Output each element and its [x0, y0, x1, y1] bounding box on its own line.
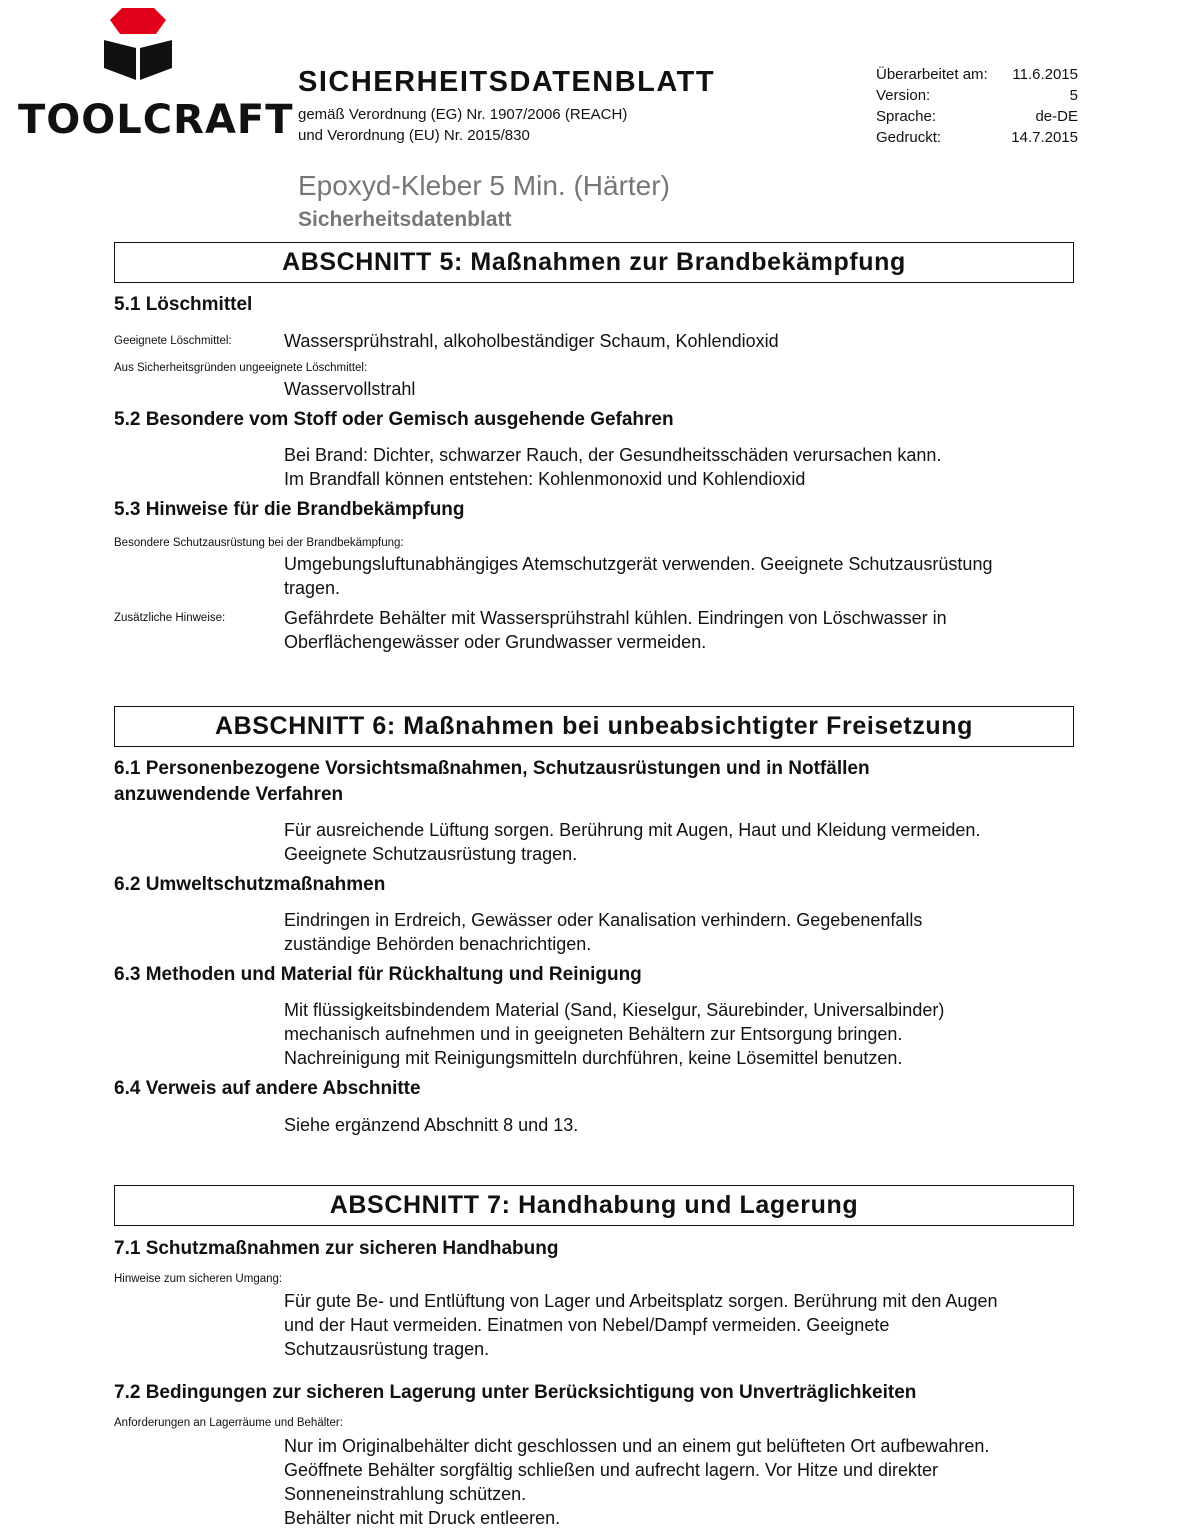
- paragraph-line: und der Haut vermeiden. Einatmen von Nebel/Dampf vermeiden. Geeignete: [284, 1315, 890, 1335]
- meta-value-printed: 14.7.2015: [1011, 129, 1078, 146]
- paragraph-line: Geöffnete Behälter sorgfältig schließen und aufrecht lagern. Vor Hitze und direkter: [284, 1460, 939, 1480]
- paragraph-line: Behälter nicht mit Druck entleeren.: [284, 1508, 561, 1528]
- paragraph-line: Siehe ergänzend Abschnitt 8 und 13.: [284, 1115, 579, 1135]
- label-suitable-extinguishing: Geeignete Löschmittel:: [114, 335, 232, 347]
- meta-label-printed: Gedruckt:: [876, 129, 942, 146]
- paragraph-line: Bei Brand: Dichter, schwarzer Rauch, der Gesundheitsschäden verursachen kann.: [284, 445, 942, 465]
- meta-value-language: de-DE: [1035, 108, 1078, 125]
- subsection-5-2-heading: 5.2 Besondere vom Stoff oder Gemisch ausgehende Gefahren: [114, 409, 674, 430]
- subsection-7-2-heading: 7.2 Bedingungen zur sicheren Lagerung unter Berücksichtigung von Unverträglichkeiten: [114, 1382, 917, 1403]
- section-5-title: ABSCHNITT 5: Maßnahmen zur Brandbekämpfung: [114, 242, 1074, 283]
- paragraph-line: zuständige Behörden benachrichtigen.: [284, 934, 592, 954]
- paragraph-line: Für ausreichende Lüftung sorgen. Berührung mit Augen, Haut und Kleidung vermeiden.: [284, 820, 981, 840]
- paragraph-line: Eindringen in Erdreich, Gewässer oder Kanalisation verhindern. Gegebenenfalls: [284, 910, 923, 930]
- section-7-title: ABSCHNITT 7: Handhabung und Lagerung: [114, 1185, 1074, 1226]
- paragraph-line: Im Brandfall können entstehen: Kohlenmonoxid und Kohlendioxid: [284, 469, 806, 489]
- label-additional-notes: Zusätzliche Hinweise:: [114, 612, 226, 624]
- meta-value-version: 5: [1069, 87, 1078, 104]
- meta-label-revised: Überarbeitet am:: [876, 66, 988, 83]
- toolcraft-logo-icon: [100, 8, 176, 80]
- section-6-title: ABSCHNITT 6: Maßnahmen bei unbeabsichtigter Freisetzung: [114, 706, 1074, 747]
- subsection-6-4-heading: 6.4 Verweis auf andere Abschnitte: [114, 1078, 421, 1099]
- meta-label-version: Version:: [876, 87, 931, 104]
- subsection-6-1-heading-cont: anzuwendende Verfahren: [114, 784, 344, 805]
- paragraph-line: Nur im Originalbehälter dicht geschlossen und an einem gut belüfteten Ort aufbewahren.: [284, 1436, 990, 1456]
- paragraph-line: Schutzausrüstung tragen.: [284, 1339, 490, 1359]
- paragraph-line: Für gute Be- und Entlüftung von Lager und Arbeitsplatz sorgen. Berührung mit den Augen: [284, 1291, 998, 1311]
- paragraph-line: Oberflächengewässer oder Grundwasser vermeiden.: [284, 632, 707, 652]
- paragraph-line: Gefährdete Behälter mit Wassersprühstrahl kühlen. Eindringen von Löschwasser in: [284, 608, 947, 628]
- label-storage-requirements: Anforderungen an Lagerräume und Behälter:: [114, 1417, 343, 1429]
- subsection-6-2-heading: 6.2 Umweltschutzmaßnahmen: [114, 874, 386, 895]
- product-subtitle: Sicherheitsdatenblatt: [298, 208, 512, 231]
- subsection-6-3-heading: 6.3 Methoden und Material für Rückhaltung und Reinigung: [114, 964, 642, 985]
- label-protective-equipment: Besondere Schutzausrüstung bei der Brandbekämpfung:: [114, 537, 404, 549]
- paragraph-line: Umgebungsluftunabhängiges Atemschutzgerät verwenden. Geeignete Schutzausrüstung: [284, 554, 993, 574]
- text-unsuitable-extinguishing: Wasservollstrahl: [284, 379, 416, 399]
- paragraph-line: Mit flüssigkeitsbindendem Material (Sand, Kieselgur, Säurebinder, Universalbinder): [284, 1000, 945, 1020]
- meta-value-revised: 11.6.2015: [1012, 66, 1078, 83]
- paragraph-line: Sonneneinstrahlung schützen.: [284, 1484, 527, 1504]
- subsection-6-1-heading: 6.1 Personenbezogene Vorsichtsmaßnahmen, Schutzausrüstungen und in Notfällen: [114, 758, 870, 779]
- product-name: Epoxyd-Kleber 5 Min. (Härter): [298, 170, 670, 201]
- document-title: SICHERHEITSDATENBLATT: [298, 66, 716, 98]
- paragraph-line: Geeignete Schutzausrüstung tragen.: [284, 844, 578, 864]
- meta-label-language: Sprache:: [876, 108, 937, 125]
- subsection-5-1-heading: 5.1 Löschmittel: [114, 294, 253, 315]
- paragraph-line: mechanisch aufnehmen und in geeigneten Behältern zur Entsorgung bringen.: [284, 1024, 903, 1044]
- subsection-5-3-heading: 5.3 Hinweise für die Brandbekämpfung: [114, 499, 465, 520]
- subsection-7-1-heading: 7.1 Schutzmaßnahmen zur sicheren Handhabung: [114, 1238, 559, 1259]
- paragraph-line: tragen.: [284, 578, 341, 598]
- paragraph-line: Nachreinigung mit Reinigungsmitteln durchführen, keine Lösemittel benutzen.: [284, 1048, 903, 1068]
- label-unsuitable-extinguishing: Aus Sicherheitsgründen ungeeignete Löschmittel:: [114, 362, 368, 374]
- regulation-line-2: und Verordnung (EU) Nr. 2015/830: [298, 127, 530, 144]
- logo-wordmark: TOOLCRAFT: [18, 97, 294, 143]
- text-suitable-extinguishing: Wassersprühstrahl, alkoholbeständiger Schaum, Kohlendioxid: [284, 331, 779, 351]
- label-safe-handling: Hinweise zum sicheren Umgang:: [114, 1273, 283, 1285]
- regulation-line-1: gemäß Verordnung (EG) Nr. 1907/2006 (REACH): [298, 106, 628, 123]
